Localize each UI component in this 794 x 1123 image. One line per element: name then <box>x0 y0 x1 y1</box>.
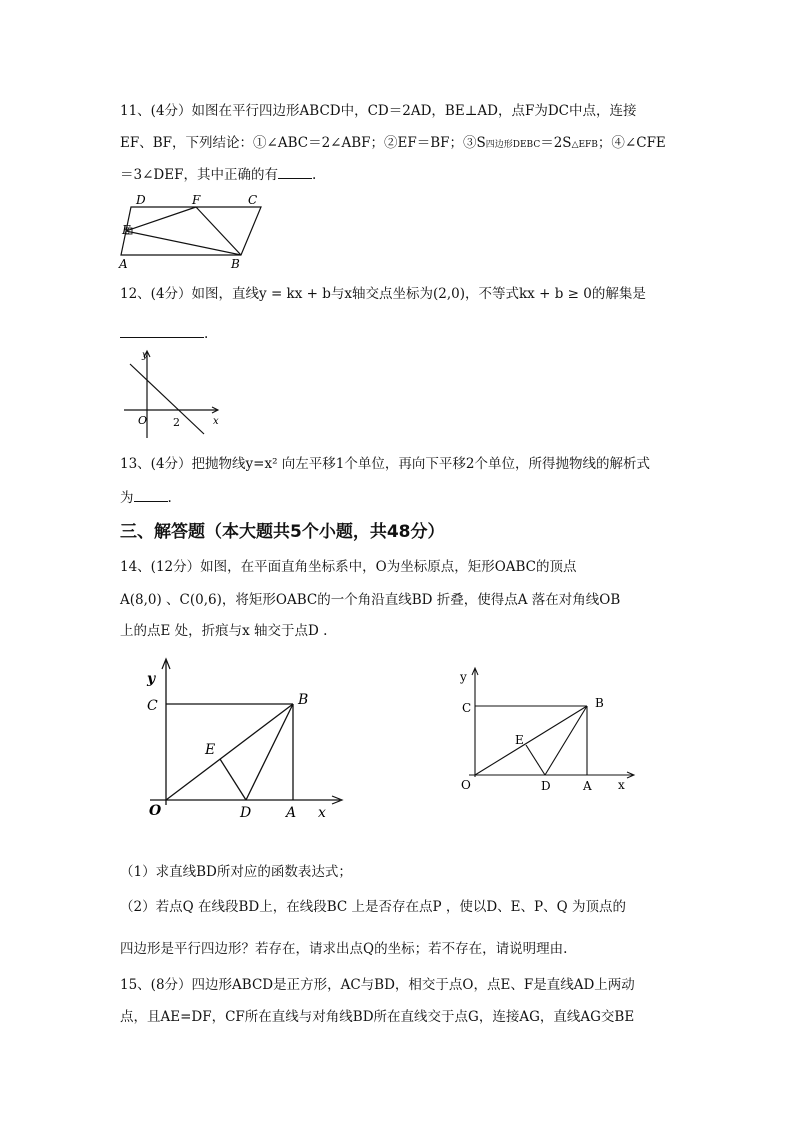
q12-label-x: x <box>213 416 219 427</box>
q14-fig2-label-c: C <box>462 701 472 715</box>
q11-line-3 <box>120 164 316 185</box>
q14-fig2-label-d: D <box>541 779 551 793</box>
q12-line-1: 12、(4分）如图，直线y = kx + b与x轴交点坐标为(2,0)，不等式kx + b ≥ 0的解集是 <box>120 286 646 302</box>
q14-fig2-label-x: x <box>618 778 625 792</box>
q12-label-y: y <box>142 350 148 361</box>
q11-label-f: F <box>192 193 201 207</box>
q13-line-1: 13、(4分）把抛物线y=x² 向左平移1个单位，再向下平移2个单位，所得抛物线的解析式 <box>120 456 650 472</box>
q14-line-3: 上的点E 处，折痕与x 轴交于点D . <box>120 623 328 639</box>
q14-line-2: A(8,0) 、C(0,6)，将矩形OABC的一个角沿直线BD 折叠，使得点A 落在对角线OB <box>120 592 621 608</box>
q14-fig1-label-e: E <box>205 742 216 758</box>
q15-line-2: 点，且AE=DF，CF所在直线与对角线BD所在直线交于点G，连接AG，直线AG交BE <box>120 1009 635 1025</box>
q14-fig1-label-b: B <box>298 692 309 708</box>
q11-label-d: D <box>136 193 146 207</box>
q11-line-2b: ＝2S <box>540 135 572 151</box>
q13-line-2-end: . <box>167 490 172 506</box>
section-3-heading: 三、解答题（本大题共5个小题，共48分） <box>120 522 445 542</box>
q12-line-2-end: . <box>204 326 209 342</box>
q14-fig1-label-a: A <box>286 805 297 821</box>
q14-line-1: 14、(12分）如图，在平面直角坐标系中，O为坐标原点，矩形OABC的顶点 <box>120 559 577 575</box>
q14-fig2-label-a: A <box>583 779 592 793</box>
q14-fig2-label-o: O <box>461 778 471 792</box>
q14-figure-1 <box>140 655 350 825</box>
q11-label-a: A <box>119 257 128 271</box>
q11-line-3-end: . <box>311 167 317 183</box>
q14-fig1-label-x: x <box>318 805 326 821</box>
q14-part-2-line-1: （2）若点Q 在线段BD上，在线段BC 上是否存在点P ，使以D、E、P、Q 为顶点的 <box>120 899 626 915</box>
q11-line-3-text: ＝3∠DEF，其中正确的有 <box>120 167 278 183</box>
q11-line-2c: ；④∠CFE <box>597 135 666 151</box>
q14-fig1-label-o: O <box>149 803 162 819</box>
q11-label-c: C <box>248 193 258 207</box>
q12-answer-blank <box>120 323 204 338</box>
q14-fig2-label-e: E <box>515 733 524 747</box>
q14-fig1-label-d: D <box>240 805 252 821</box>
q11-line-2a: EF、BF，下列结论：①∠ABC＝2∠ABF；②EF＝BF；③S <box>120 135 486 151</box>
q14-fig1-label-y: y <box>147 671 156 687</box>
q11-parallelogram-figure <box>115 190 265 272</box>
q13-answer-blank <box>134 487 168 502</box>
q14-fig1-label-c: C <box>147 698 158 714</box>
q13-line-2-text: 为 <box>120 490 134 506</box>
q12-line-graph-figure <box>118 346 228 440</box>
q14-part-2-line-2: 四边形是平行四边形？若存在，请求出点Q的坐标；若不存在，请说明理由. <box>120 941 568 957</box>
q14-fig2-label-b: B <box>595 696 604 710</box>
q12-line-2 <box>120 323 208 344</box>
q11-line-1: 11、(4分）如图在平行四边形ABCD中，CD＝2AD，BE⊥AD，点F为DC中点，连接 <box>120 103 637 119</box>
q14-part-1: （1）求直线BD所对应的函数表达式； <box>120 864 352 880</box>
q12-label-2: 2 <box>173 416 180 429</box>
q11-answer-blank <box>278 164 312 179</box>
q11-line-2 <box>120 133 666 155</box>
q14-figure-2 <box>455 665 640 795</box>
q15-line-1: 15、(8分）四边形ABCD是正方形，AC与BD，相交于点O，点E、F是直线AD上两动 <box>120 977 635 993</box>
q11-label-b: B <box>231 257 240 271</box>
q14-fig2-label-y: y <box>460 670 467 684</box>
q11-label-e: E <box>122 223 131 237</box>
q12-label-o: O <box>138 414 148 427</box>
q11-sub-triangle: △EFB <box>571 140 598 150</box>
q11-sub-quadrilateral: 四边形DEBC <box>485 140 541 150</box>
q13-line-2 <box>120 487 172 508</box>
